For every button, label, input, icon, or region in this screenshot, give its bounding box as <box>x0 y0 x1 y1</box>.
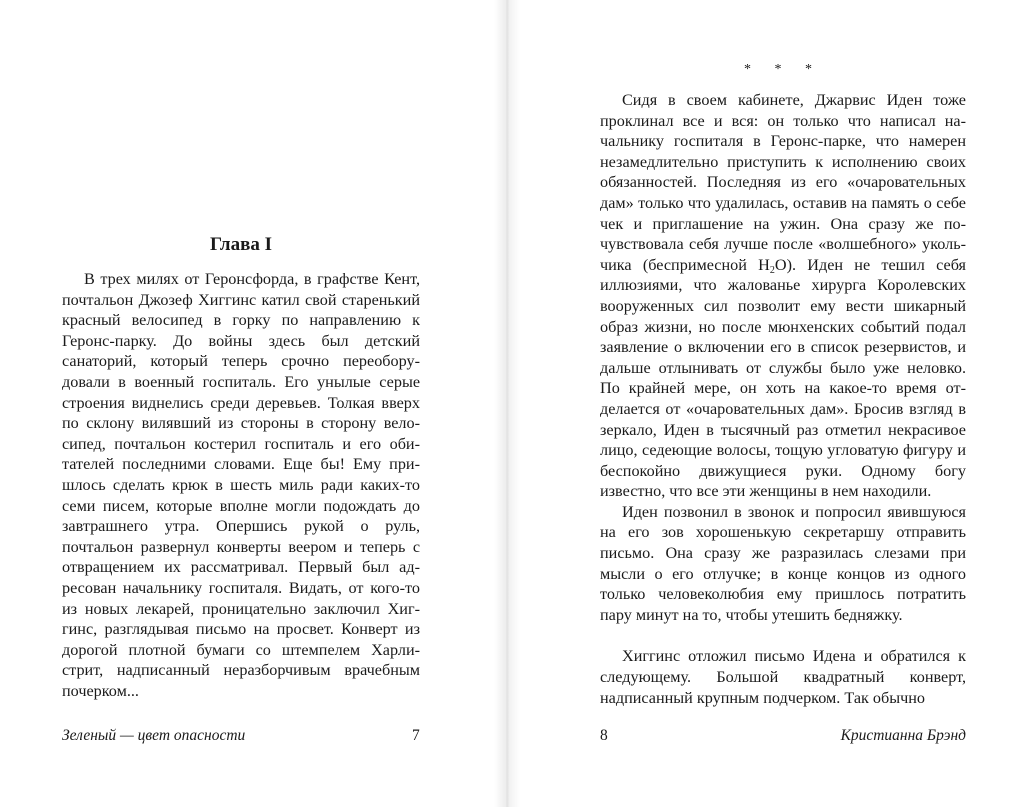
running-title-right: Кристианна Брэнд <box>840 727 966 744</box>
chapter-title: Глава I <box>209 234 272 255</box>
left-page <box>0 0 506 807</box>
section-separator: * * * <box>744 62 822 77</box>
paragraph-text: Сидя в своем кабинете, Джарвис Иден тоже проклинал все и вся: он только что написал начальнику госпиталя в Геронс-парке, что намерен незамедлительно приступить к исполнению своих обязанностей. Последняя из его «очаровательных дам» только что удалилась, оставив на память о себе чек и приглашение на ужин. Она сразу же почувствовала себя лучше после «волшебного» укольчика (беспримесной H <box>600 91 966 274</box>
right-page-body <box>600 90 966 708</box>
paragraph: В трех милях от Геронсфорда, в графстве Кент, почтальон Джозеф Хиггинс катил свой старенький красный велосипед в горку по направлению к Геронс-парку. До войны здесь был детский санаторий, который теперь срочно переоборудовали в военный госпиталь. Его унылые серые строения виднелись среди деревьев. Толкая вверх по склону вилявший из стороны в сторону велосипед, почтальон костерил госпиталь и его обитателей последними словами. Еще бы! Ему пришлось сделать крюк в шесть миль ради каких-то семи писем, которые вполне могли подождать до завтрашнего утра. Опершись рукой о руль, почтальон развернул конверты веером и теперь с отвращением их рассматривал. Первый был адресован начальнику госпиталя. Видать, от кого-то из новых лекарей, проницательно заключил Хиггинс, разглядывая письмо на просвет. Конверт из дорогой плотной бумаги со штемпелем Харлистрит, надписанный неразборчивым врачебным почерком... <box>62 270 420 700</box>
page-number-right: 8 <box>600 727 608 744</box>
paragraph: Иден позвонил в звонок и попросил явившуюся на его зов хорошенькую секретаршу отправить письмо. Она сразу же разразилась слезами при мысли о его отлучке; в конце концов из одного только человеколюбия ему пришлось потратить пару минут на то, чтобы утешить бедняжку. <box>600 502 966 624</box>
paragraph: Хиггинс отложил письмо Идена и обратился к следующему. Большой квадратный конверт, надписанный крупным подчерком. Так обычно <box>600 647 966 707</box>
book-gutter-shadow <box>494 0 520 807</box>
page-number-left: 7 <box>412 727 420 744</box>
paragraph <box>600 90 966 502</box>
subscript: 2 <box>769 264 775 276</box>
right-page <box>506 0 1021 807</box>
left-page-body <box>62 269 420 701</box>
paragraph-text: O). Иден не тешил себя иллюзиями, что жалованье хирурга Королевских вооруженных сил позволит ему вести шикарный образ жизни, но после мюнхенских событий подал заявление о включении его в список резервистов, и дальше отлынивать от службы было уже неловко. По крайней мере, он хоть на какое-то время отделается от «очаровательных дам». Бросив взгляд в зеркало, Иден в тысячный раз отметил некрасивое лицо, седеющие волосы, тощую угловатую фигуру и беспокойно движущиеся руки. Одному богу известно, что все эти женщины в нем находили. <box>600 255 966 501</box>
running-title-left: Зеленый — цвет опасности <box>62 727 246 744</box>
